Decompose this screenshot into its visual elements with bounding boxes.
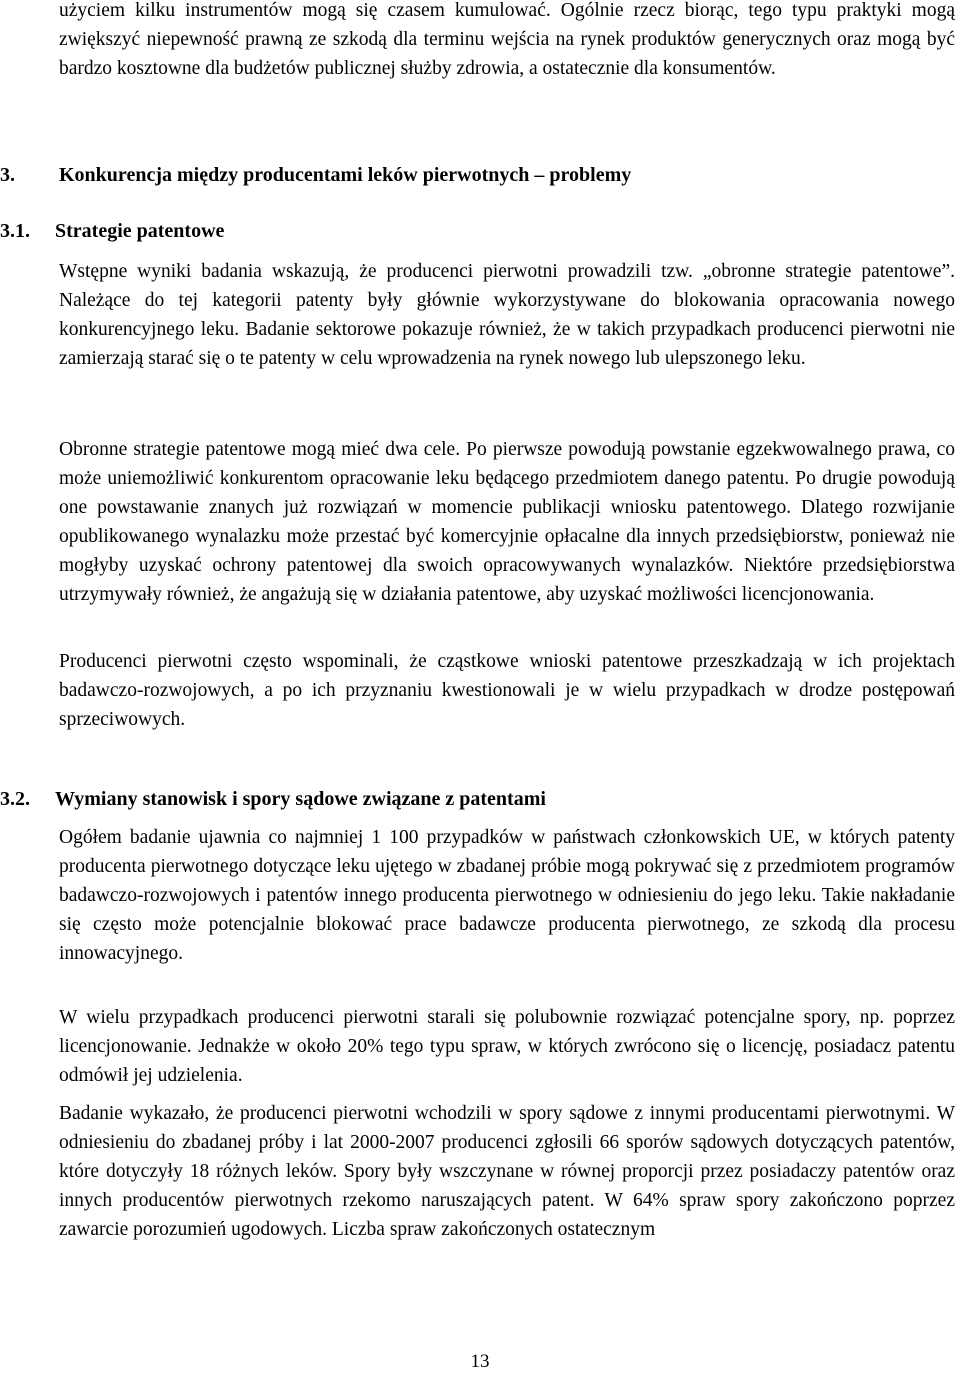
section-3-2-paragraph-3: Badanie wykazało, że producenci pierwotni wchodzili w spory sądowe z innymi producentami pierwotnymi. W odniesieniu do zbadanej próby i lat 2000-2007 producenci zgłosili 66 sporów sądowych dotyczących patentów, które dotyczyły 18 różnych leków. Spory były wszczynane w równej proporcji przez posiadaczy patentów oraz innych producentów pierwotnych rzekomo naruszających patent. W 64% spraw spory zakończono poprzez zawarcie porozumień ugodowych. Liczba spraw zakończonych ostatecznym [59,1103,955,1240]
section-3-1-number: 3.1. [0,220,30,242]
section-3-1-paragraph-2: Obronne strategie patentowe mogą mieć dwa cele. Po pierwsze powodują powstanie egzekwowalnego prawa, co może uniemożliwić konkurentom opracowanie leku będącego przedmiotem danego patentu. Po drugie powodują one powstawanie znanych już rozwiązań w momencie publikacji wniosku patentowego. Dlatego rozwijanie opublikowanego wynalazku może przestać być komercyjnie opłacalne dla innych przedsiębiorstw, ponieważ nie mogłyby uzyskać ochrony patentowej dla swoich opracowywanych wynalazków. Niektóre przedsiębiorstwa utrzymywały również, że angażują się w działania patentowe, aby uzyskać możliwości licencjonowania. [59,439,955,605]
page-number: 13 [470,1351,490,1372]
section-3-2-paragraph-2: W wielu przypadkach producenci pierwotni starali się polubownie rozwiązać potencjalne spory, np. poprzez licencjonowanie. Jednakże w około 20% tego typu spraw, w których zwrócono się o licencję, posiadacz patentu odmówił jej udzielenia. [59,1007,955,1086]
section-3-1-title: Strategie patentowe [55,220,225,242]
section-3-2-paragraph-1: Ogółem badanie ujawnia co najmniej 1 100 przypadków w państwach członkowskich UE, w których patenty producenta pierwotnego dotyczące leku ujętego w zbadanej próbie mogą pokrywać się z przedmiotem programów badawczo-rozwojowych i patentów innego producenta pierwotnego w odniesieniu do jego leku. Takie nakładanie się często może potencjalnie blokować prace badawcze producenta pierwotnego, ze szkodą dla procesu innowacyjnego. [59,827,955,964]
section-3-title: Konkurencja między producentami leków pierwotnych – problemy [59,164,632,186]
section-3-2-number: 3.2. [0,788,30,810]
section-3-1-paragraph-3: Producenci pierwotni często wspominali, że cząstkowe wnioski patentowe przeszkadzają w ich projektach badawczo-rozwojowych, a po ich przyznaniu kwestionowali je w wielu przypadkach w drodze postępowań sprzeciwowych. [59,651,955,730]
section-3-2-title: Wymiany stanowisk i spory sądowe związane z patentami [55,788,546,810]
section-3-number: 3. [0,164,15,186]
intro-paragraph: użyciem kilku instrumentów mogą się czasem kumulować. Ogólnie rzecz biorąc, tego typu praktyki mogą zwiększyć niepewność prawną ze szkodą dla terminu wejścia na rynek produktów generycznych oraz mogą być bardzo kosztowne dla budżetów publicznej służby zdrowia, a ostatecznie dla konsumentów. [59,0,955,79]
section-3-1-paragraph-1: Wstępne wyniki badania wskazują, że producenci pierwotni prowadzili tzw. „obronne strategie patentowe”. Należące do tej kategorii patenty były głównie wykorzystywane do blokowania opracowania nowego konkurencyjnego leku. Badanie sektorowe pokazuje również, że w takich przypadkach producenci pierwotni nie zamierzają starać się o te patenty w celu wprowadzenia na rynek nowego lub ulepszonego leku. [59,261,955,369]
